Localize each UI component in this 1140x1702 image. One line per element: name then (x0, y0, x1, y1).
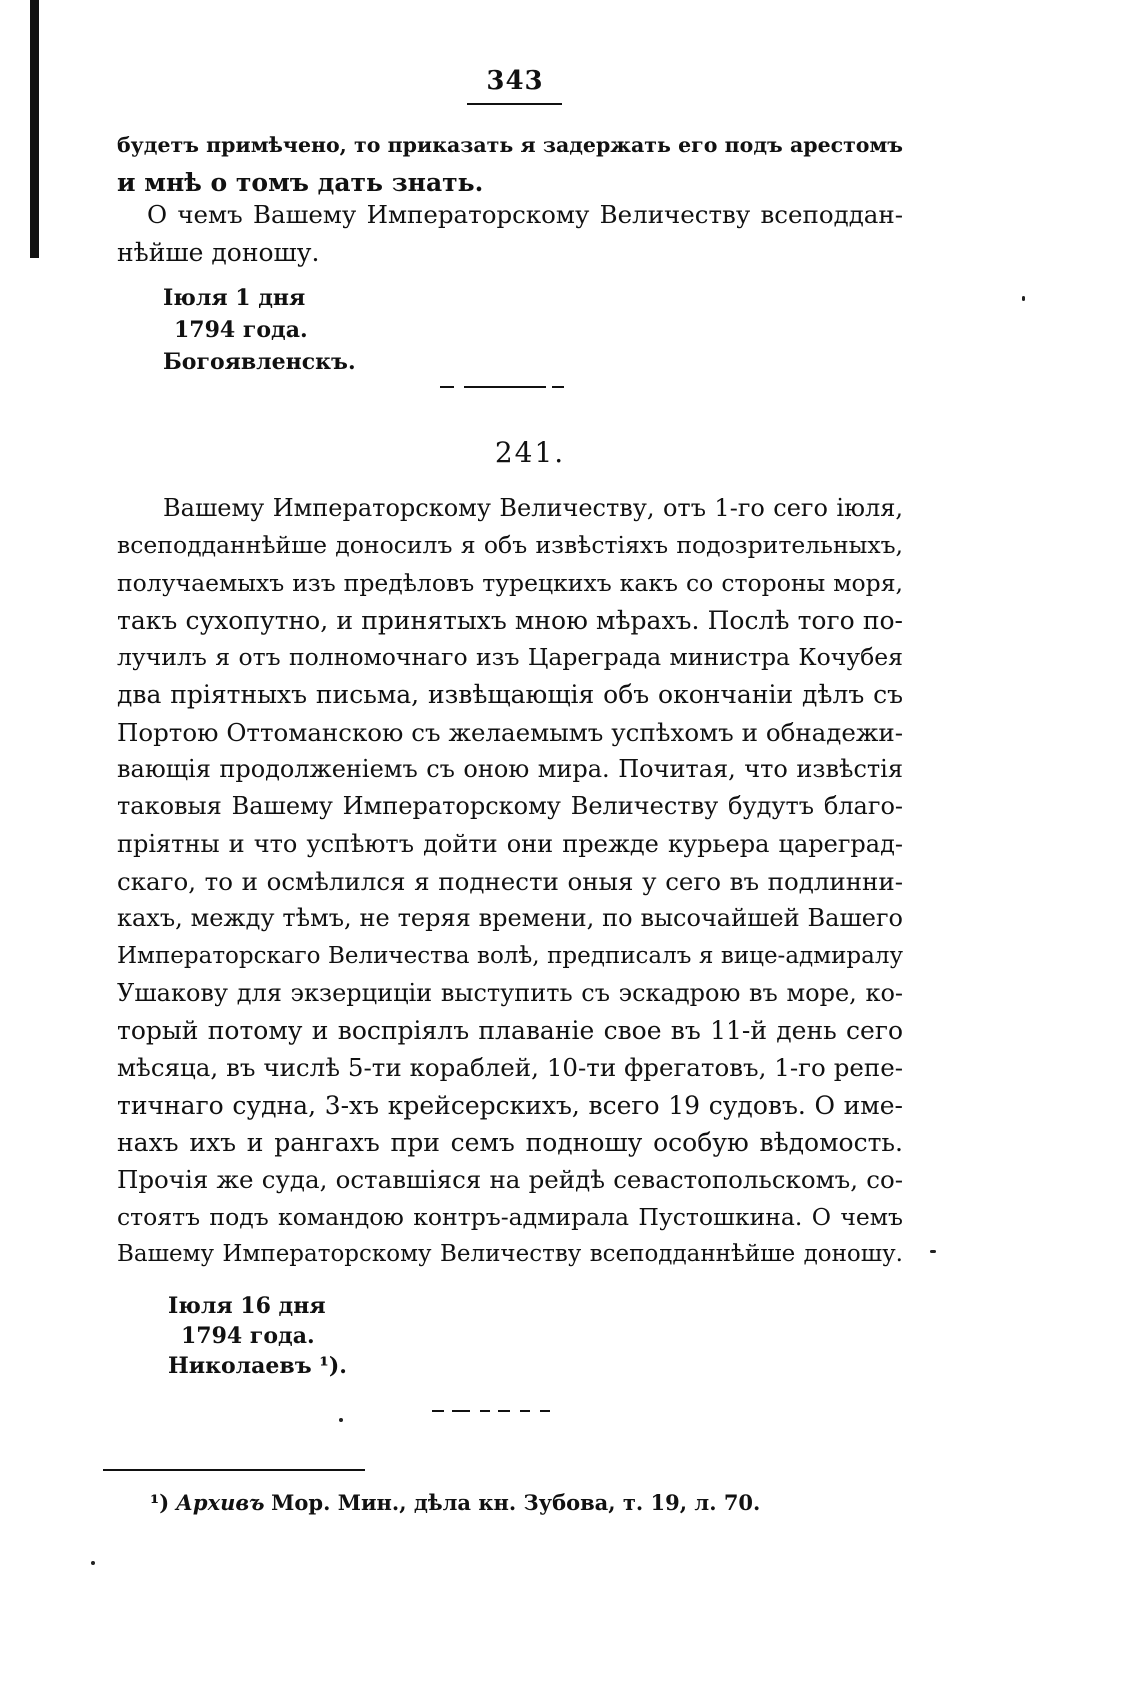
footnote-reference: ¹). (319, 1353, 347, 1379)
signature-place-name: Николаевъ (168, 1353, 312, 1379)
text-line: мѣсяца, въ числѣ 5-ти кораблей, 10-ти фрегатовъ, 1-го репе- (117, 1053, 903, 1083)
text-line: тичнаго судна, 3-хъ крейсерскихъ, всего 19 судовъ. О име- (117, 1090, 903, 1120)
text-line: вающія продолженіемъ съ оною мира. Почитая, что извѣстія (117, 755, 903, 784)
text-line: скаго, то и осмѣлился я поднести оныя у сего въ подлинни- (117, 866, 903, 896)
page-number-rule (467, 103, 562, 105)
end-divider (480, 1410, 490, 1412)
end-divider (432, 1410, 444, 1412)
text-line: Портою Оттоманскою съ желаемымъ успѣхомъ и обнадежи- (117, 717, 903, 747)
text-line: таковыя Вашему Императорскому Величеству будутъ благо- (117, 792, 903, 821)
text-line: О чемъ Вашему Императорскому Величеству всеподдан- (147, 200, 903, 229)
text-line: Прочія же суда, оставшіяся на рейдѣ севастопольскомъ, со- (117, 1165, 903, 1195)
text-line: нахъ ихъ и рангахъ при семъ подношу особую вѣдомость. (117, 1128, 903, 1158)
text-line: такъ сухопутно, и принятыхъ мною мѣрахъ. Послѣ того по- (117, 605, 903, 635)
end-divider (520, 1410, 530, 1412)
section-divider (464, 386, 546, 388)
continuation-paragraph (117, 126, 903, 202)
text-line: Императорскаго Величества волѣ, предписалъ я вице-адмиралу (117, 942, 903, 969)
signature-place (168, 1351, 347, 1381)
end-divider (452, 1410, 470, 1412)
page-number: 343 (486, 66, 544, 96)
scan-speck (339, 1418, 343, 1422)
letter-body (117, 490, 903, 1273)
scan-speck (91, 1561, 95, 1565)
text-line: торый потому и воспріялъ плаваніе свое въ 11-й день сего (117, 1016, 903, 1046)
text-line: Вашему Императорскому Величеству всеподданнѣйше доношу. (117, 1240, 903, 1267)
signature-year: 1794 года. (181, 1323, 315, 1349)
text-line: два пріятныхъ письма, извѣщающія объ окончаніи дѣлъ съ (117, 680, 903, 710)
text-line: всеподданнѣйше доносилъ я объ извѣстіяхъ подозрительныхъ, (117, 531, 903, 560)
closing-paragraph (117, 196, 903, 272)
signature-year: 1794 года. (174, 317, 308, 343)
text-line: Вашему Императорскому Величеству, отъ 1-го сего іюля, (163, 494, 903, 522)
scan-speck (1022, 296, 1025, 301)
signature-place: Богоявленскъ. (163, 349, 356, 375)
signature-date: Іюля 16 дня (168, 1293, 326, 1319)
scan-speck (930, 1250, 936, 1253)
footnote-marker: ¹) (150, 1490, 170, 1515)
text-line: стоятъ подъ командою контръ-адмирала Пустошкина. О чемъ (117, 1202, 903, 1231)
text-line: получаемыхъ изъ предѣловъ турецкихъ какъ со стороны моря, (117, 568, 903, 597)
text-line: будетъ примѣчено, то приказать я задержать его подъ арестомъ (117, 133, 903, 157)
section-divider (552, 386, 564, 388)
footnote-archive: Архивъ (175, 1490, 265, 1515)
footnote-rule (103, 1469, 365, 1471)
document-number: 241. (494, 436, 566, 469)
footnote-text: Мор. Мин., дѣла кн. Зубова, т. 19, л. 70. (271, 1490, 761, 1515)
text-line: кахъ, между тѣмъ, не теряя времени, по высочайшей Вашего (117, 904, 903, 933)
binding-edge (30, 0, 39, 258)
section-divider (440, 386, 454, 388)
text-line: и мнѣ о томъ дать знать. (117, 168, 484, 197)
text-line: нѣйше доношу. (117, 238, 320, 267)
end-divider (540, 1410, 550, 1412)
text-line: пріятны и что успѣютъ дойти они прежде курьера царегрaд- (117, 829, 903, 858)
footnote (150, 1490, 760, 1515)
signature-date: Іюля 1 дня (163, 285, 306, 311)
end-divider (498, 1410, 510, 1412)
text-line: лучилъ я отъ полномочнаго изъ Цареграда министра Кочубея (117, 643, 903, 672)
text-line: Ушакову для экзерциціи выступить съ эскадрою въ море, ко- (117, 978, 903, 1007)
